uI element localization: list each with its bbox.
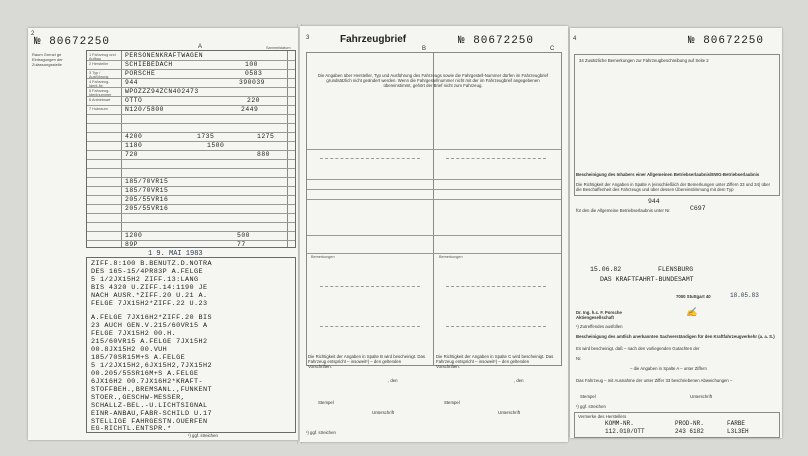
- vin-value: WPOZZZ94ZCN402473: [125, 88, 199, 95]
- length-value: 4200: [125, 133, 143, 140]
- columns-bc-grid: [306, 52, 562, 366]
- footnote: ¹) ggf. streichen: [306, 430, 336, 435]
- remark-line: DES 165-15/4PR83P A.FELGE: [91, 268, 203, 276]
- maker-label: Vermerke des Herstellers: [578, 414, 627, 419]
- remark-line: 00.205/55SR16M+S A.FELGE: [91, 370, 199, 378]
- remark-line: FELGE 7JX15H2*ZIFF.22 U.23: [91, 300, 208, 308]
- footnote-top: ¹) Zutreffendes ausfüllen: [576, 324, 623, 329]
- confirm-c-text: Die Richtigkeit der Angaben in Spalte C wird bescheinigt. Das Fahrzeug entspricht – insoweit¹) – den geltenden Vorschriften.: [436, 354, 554, 369]
- maker-value: 243 6182: [675, 428, 704, 435]
- expert-line: Es wird bescheinigt, daß – nach den vorliegenden Gutachten der: [576, 346, 700, 351]
- weight-value: 500: [237, 232, 251, 239]
- remark-line: FELGE 7JX15H2 00.H.: [91, 330, 177, 338]
- stamp-label: Stempel: [444, 400, 460, 405]
- page-4: [570, 28, 782, 438]
- manufacturer-value: PORSCHE: [125, 70, 156, 77]
- remark-line: BIS 4320 U.ZIFF.14:1190 JE: [91, 284, 208, 292]
- date-label: , den: [388, 378, 398, 383]
- remark-line: 5 1/2JX15H2,6JX15H2,7JX15H2: [91, 362, 212, 370]
- city: 7000 Stuttgart 40: [676, 294, 711, 299]
- field-label: 5 Fahrzeug-Identnummer: [89, 89, 112, 97]
- type-value: 944: [648, 198, 660, 205]
- expert-line: Unterschrift: [690, 394, 712, 399]
- page-2: [28, 28, 298, 440]
- vehicle-data-grid: [86, 50, 296, 248]
- maker-header: FARBE: [727, 420, 746, 427]
- manufacturer-notes-box: [574, 412, 780, 438]
- expert-line: Nr.: [576, 356, 582, 361]
- remarks-label-b: Bemerkungen: [311, 255, 335, 259]
- expert-line: Das Fahrzeug – mit Ausnahme der unter Ziffer 33 beschriebenen Abweichungen –: [576, 378, 733, 383]
- remark-line: 00.8JX15H2 00.VUH: [91, 346, 168, 354]
- weight-value: 89P: [125, 241, 139, 248]
- vehicle-type-value: PERSONENKRAFTWAGEN: [125, 52, 204, 59]
- field-label: 1 Fahrzeug und Aufbau: [89, 53, 116, 61]
- remark-line: 185/70SR15M+S A.FELGE: [91, 354, 186, 362]
- abe-label: für den die Allgemeine Betriebserlaubnis unter Nr.: [576, 208, 671, 213]
- field-label: 6 Antriebsart: [89, 98, 111, 102]
- remark-line: STELLIGE FAHRGESTN.OUERFEN: [91, 418, 208, 426]
- code-value: 0583: [245, 70, 263, 77]
- remark-line: ZIFF.8:100 B.BENUTZ.D.NOTRA: [91, 260, 212, 268]
- abe-number: C697: [690, 205, 706, 212]
- dimension-value: 880: [257, 151, 271, 158]
- column-label: Sammeldatum: [266, 46, 291, 50]
- remark-line: STOFFBEH.,BREMSANL.,FUNKENT: [91, 386, 212, 394]
- number-value: 2449: [241, 106, 259, 113]
- issued-date: 15.06.82: [590, 266, 622, 273]
- signature-label: Unterschrift: [498, 410, 520, 415]
- page-3: [300, 26, 568, 442]
- serial-number: № 80672250: [688, 35, 765, 47]
- cert-text: Die Richtigkeit der Angaben in Spalte A (einschließlich der Bemerkungen unter Ziffern 33 und 34) über die Beschaffenheit des Fahrzeugs und über dessen Übereinstimmung mit dem Typ: [576, 182, 771, 192]
- expert-line: Stempel: [580, 394, 596, 399]
- doc-date: 18.05.83: [730, 292, 759, 299]
- page-number: 2: [31, 31, 35, 37]
- tire-rear: 185/70VR15: [125, 187, 169, 194]
- remark-line: EG-RICHTL.ENTSPR.*: [91, 425, 172, 433]
- remark-line: 5 1/2JX15H2 ZIFF.13:LANG: [91, 276, 199, 284]
- maker-header: KOMM-NR.: [605, 420, 634, 427]
- confirm-b-text: Die Richtigkeit der Angaben in Spalte B wird bescheinigt. Das Fahrzeug entspricht – insoweit¹) – den geltenden Vorschriften.: [308, 354, 426, 369]
- height-value: 1275: [257, 133, 275, 140]
- field-label: 3 Typ / Ausführung: [89, 71, 109, 79]
- stamp-label: Stempel: [318, 400, 334, 405]
- cert-title: Bescheinigung des Inhabers einer Allgemeinen Betriebserlaubnis/EWG-Betriebserlaubnis: [576, 172, 760, 177]
- footnote: ¹) ggf. streichen: [188, 433, 218, 438]
- remark-line: 6JX16H2 00.7JX16H2*KRAFT-: [91, 378, 203, 386]
- registration-date-stamp: 1 9. MAI 1983: [148, 250, 203, 258]
- code-value: 100: [245, 61, 259, 68]
- serial-number: № 80672250: [34, 36, 111, 48]
- dimension-value: 1500: [207, 142, 225, 149]
- remarks-box: [86, 257, 296, 433]
- remark-line: 23 AUCH GEN.V.215/60VR15 A: [91, 322, 208, 330]
- column-c-header: C: [550, 46, 555, 52]
- footnote-bottom: ¹) ggf. streichen: [576, 404, 606, 409]
- width-value: 1735: [197, 133, 215, 140]
- document-title: Fahrzeugbrief: [340, 34, 407, 45]
- section-header: 34 Zusätzliche Bemerkungen zur Fahrzeugbeschreibung auf Seite 2: [579, 58, 709, 63]
- remark-line: 215/60VR15 A.FELGE 7JX15H2: [91, 338, 208, 346]
- issued-place: FLENSBURG: [658, 266, 694, 273]
- maker-header: PROD-NR.: [675, 420, 704, 427]
- remark-line: SCHALLZ-BEL.-U.LICHTSIGNAL: [91, 402, 208, 410]
- serial-number: № 80672250: [458, 35, 535, 47]
- weight-value: 1200: [125, 232, 143, 239]
- weight-value: 77: [237, 241, 246, 248]
- column-a-header: A: [198, 44, 203, 50]
- column-b-header: B: [422, 46, 427, 52]
- remark-line: STOER.,GESCHW-MESSER,: [91, 394, 186, 402]
- maker-value: 112.010/OTT: [605, 428, 645, 435]
- signature-label: Unterschrift: [372, 410, 394, 415]
- remark-line: NACH AUSR.*ZIFF.20 U.21 A.: [91, 292, 208, 300]
- fuel-value: OTTO: [125, 97, 143, 104]
- page-number: 4: [573, 36, 577, 42]
- field-label: 4 Fahrzeug-Ident-Nr.: [89, 80, 110, 88]
- body-value: SCHIEBEDACH: [125, 61, 173, 68]
- field-label: 2 Hersteller: [89, 62, 109, 66]
- tire-alt-front: 205/55VR16: [125, 196, 169, 203]
- model-value: 944: [125, 79, 139, 86]
- code-value: 390039: [239, 79, 266, 86]
- power-value: N120/5800: [125, 106, 165, 113]
- top-note: Die Angaben über Hersteller, Typ und Ausführung des Fahrzeugs sowie die Fahrgestell-Nummer dürfen im Fahrzeugbrief grundsätzlich nicht geändert werden. Wenn die Fahrgestellnummer nicht mit der im Fahrzeugbrief angegebenen übereinstimmt, gehört der Brief nicht zum Fahrzeug.: [317, 73, 549, 88]
- expert-line: – die Angaben in Spalte A – unter Ziffern: [630, 366, 707, 371]
- remark-line: A.FELGE 7JX16H2*ZIFF.20 BIS: [91, 314, 212, 322]
- date-label: , den: [514, 378, 524, 383]
- maker-value: L3L3EH: [727, 428, 749, 435]
- header-note: Raum Grenzt ge Eintragungen der Zulassungsstelle: [32, 52, 63, 67]
- remark-line: EINR-ANBAU,FABR-SCHILD U.17: [91, 410, 212, 418]
- remarks-label-c: Bemerkungen: [439, 255, 463, 259]
- tire-alt-rear: 205/55VR16: [125, 205, 169, 212]
- signature: ✍: [686, 308, 698, 318]
- authority: DAS KRAFTFAHRT-BUNDESAMT: [600, 276, 694, 283]
- page-number: 3: [306, 35, 310, 41]
- dimension-value: 1180: [125, 142, 143, 149]
- tire-front: 185/70VR15: [125, 178, 169, 185]
- dimension-value: 720: [125, 151, 139, 158]
- expert-title: Bescheinigung des amtlich anerkannten Sachverständigen für den Kraftfahrzeugverkehr (a. a. S.): [576, 334, 775, 339]
- field-label: 7 Hubraum: [89, 107, 108, 111]
- number-value: 220: [247, 97, 261, 104]
- company-stamp: Dr. Ing. h.c. F. Porsche Aktiengesellschaft: [576, 310, 622, 320]
